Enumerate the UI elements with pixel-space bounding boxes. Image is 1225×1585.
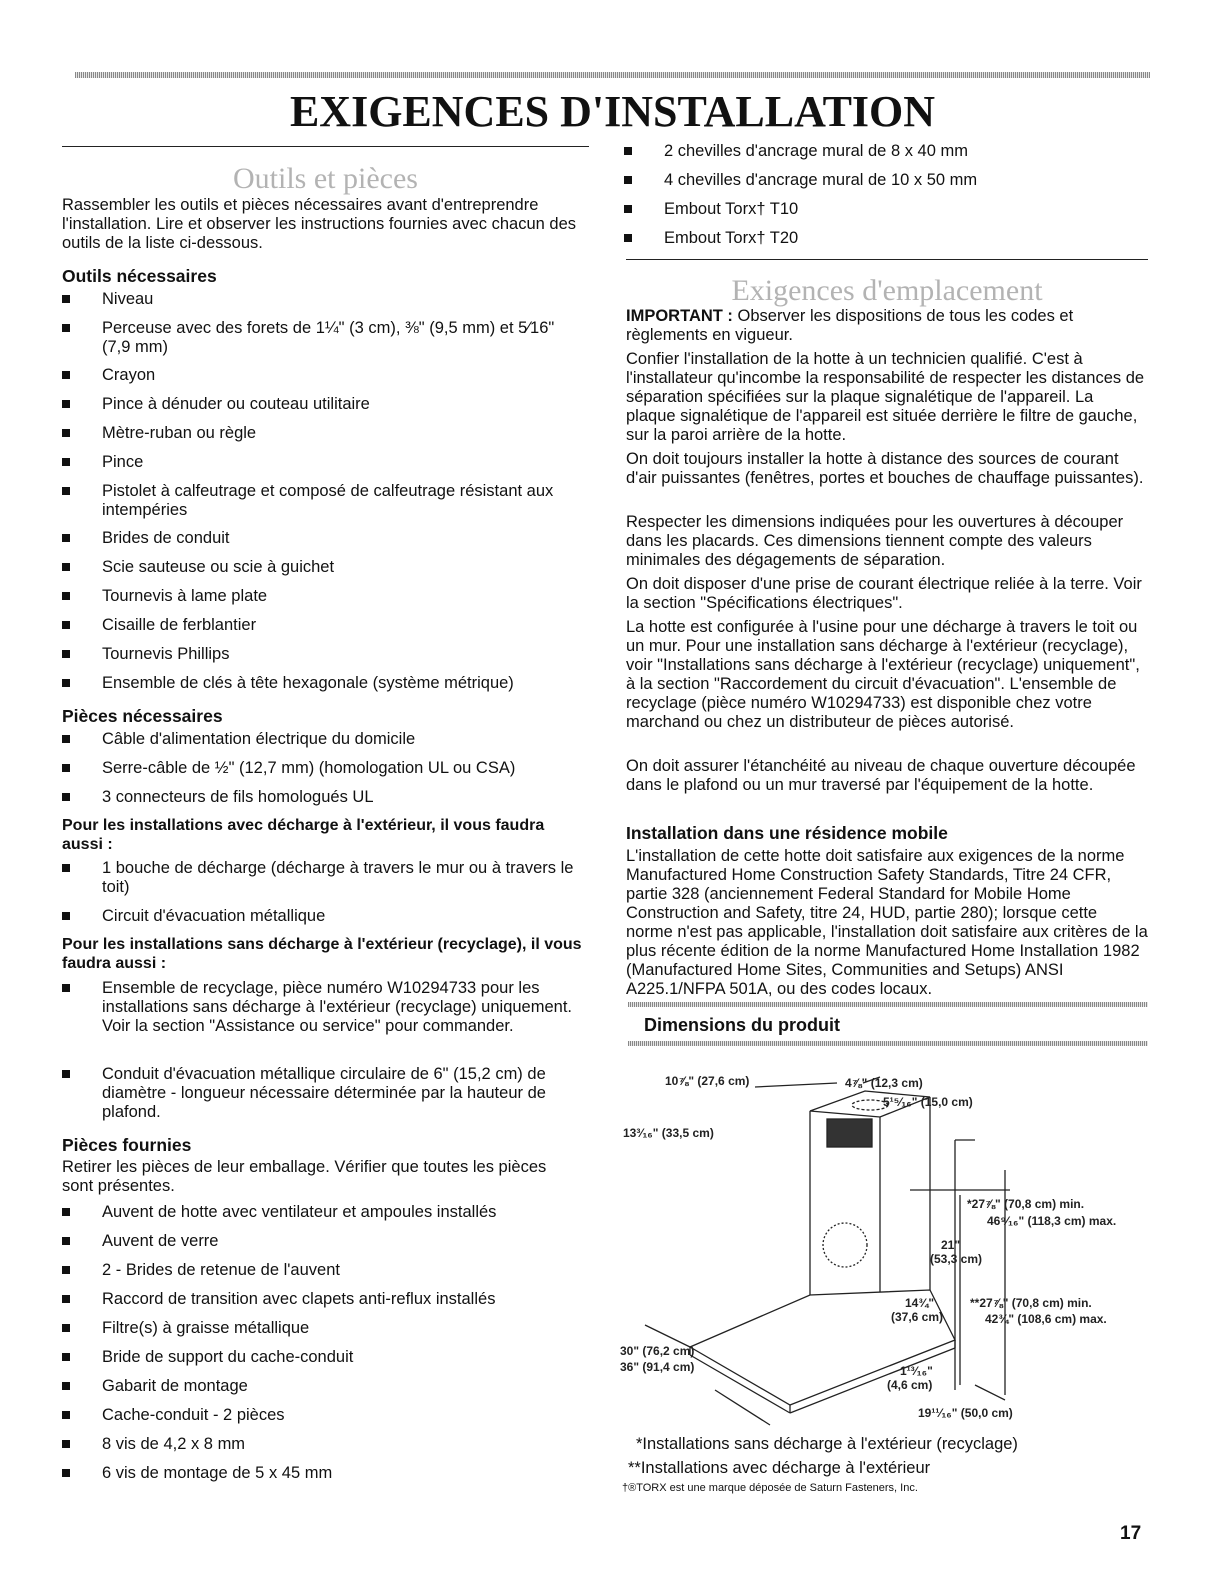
section-title-tools: Outils et pièces <box>233 162 418 195</box>
recirc-heading: Pour les installations sans décharge à l'extérieur (recyclage), il vous faudra aussi : <box>62 936 582 972</box>
list-item: 2 chevilles d'ancrage mural de 8 x 40 mm <box>624 142 1164 161</box>
dim-label: 19¹¹⁄₁₆" (50,0 cm) <box>918 1406 1013 1420</box>
paragraph: On doit disposer d'une prise de courant électrique reliée à la terre. Voir la section "Spécifications électriques". <box>626 575 1142 612</box>
list-item: 8 vis de 4,2 x 8 mm <box>62 1435 602 1454</box>
important-note <box>626 307 1146 345</box>
list-item: Pince à dénuder ou couteau utilitaire <box>62 395 592 414</box>
list-item: Filtre(s) à graisse métallique <box>62 1319 602 1338</box>
top-pattern-bar <box>75 72 1150 78</box>
important-label: IMPORTANT : <box>626 307 733 325</box>
list-item: Niveau <box>62 290 592 309</box>
footnote-vented: **Installations avec décharge à l'extérieur <box>628 1459 931 1477</box>
list-item: Scie sauteuse ou scie à guichet <box>62 558 592 577</box>
vented-heading: Pour les installations avec décharge à l'extérieur, il vous faudra aussi : <box>62 817 545 853</box>
parts-heading: Pièces nécessaires <box>62 706 223 726</box>
supplied-heading: Pièces fournies <box>62 1135 192 1155</box>
list-item: Auvent de verre <box>62 1232 602 1251</box>
list-item: Ensemble de recyclage, pièce numéro W10294733 pour les installations sans décharge à l'extérieur (recyclage) uniquement. Voir la section "Assistance ou service" pour commander. <box>62 979 582 1036</box>
important-text: Observer les dispositions de tous les codes et règlements en vigueur. <box>626 307 1074 344</box>
list-item: Raccord de transition avec clapets anti-reflux installés <box>62 1290 602 1309</box>
list-item: Tournevis à lame plate <box>62 587 592 606</box>
dim-label: 14¾" <box>905 1296 935 1310</box>
list-item: Perceuse avec des forets de 1¼" (3 cm), ⅜" (9,5 mm) et 5⁄16" (7,9 mm) <box>62 319 572 357</box>
dim-label: 5¹⁵⁄₁₆" (15,0 cm) <box>883 1095 973 1109</box>
dim-label: (4,6 cm) <box>887 1378 933 1392</box>
mobile-text: L'installation de cette hotte doit satisfaire aux exigences de la norme Manufactured Home Construction Safety Standards, Titre 24 CFR, partie 328 (anciennement Federal Standard for Mobile Home Construction and Safety, titre 24, HUD, partie 280); lorsque cette norme n'est pas applicable, l'installation doit satisfaire aux critères de la plus récente édition de la norme Manufactured Home Installation 1982 (Manufactured Home Sites, Communities and Setups) ANSI A225.1/NFPA 501A, ou des codes locaux. <box>626 847 1148 998</box>
paragraph: La hotte est configurée à l'usine pour une décharge à travers le toit ou un mur. Pour une installation sans décharge à l'extérieur (recyclage), voir "Installations sans décharge à l'extérieur (recyclage) uniquement", à la section "Raccordement du circuit d'évacuation". L'ensemble de recyclage (pièce numéro W10294733) est disponible chez votre marchand ou chez un distributeur de pièces autorisé. <box>626 618 1140 731</box>
section-title-location: Exigences d'emplacement <box>731 274 1043 307</box>
list-item: 2 - Brides de retenue de l'auvent <box>62 1261 602 1280</box>
dim-label: 42¾" (108,6 cm) max. <box>985 1312 1107 1326</box>
list-item: Pistolet à calfeutrage et composé de calfeutrage résistant aux intempéries <box>62 482 577 520</box>
dim-label: 13³⁄₁₆" (33,5 cm) <box>623 1126 714 1140</box>
list-item: Circuit d'évacuation métallique <box>62 907 592 926</box>
list-item: Auvent de hotte avec ventilateur et ampoules installés <box>62 1203 602 1222</box>
list-item: Conduit d'évacuation métallique circulaire de 6" (15,2 cm) de diamètre - longueur nécessaire déterminée par la hauteur de plafond. <box>62 1065 592 1122</box>
list-item: Bride de support du cache-conduit <box>62 1348 602 1367</box>
dim-label: 10⅞" (27,6 cm) <box>665 1074 750 1088</box>
footnote-recirc: *Installations sans décharge à l'extérieur (recyclage) <box>636 1435 1018 1453</box>
page-number: 17 <box>1120 1523 1142 1544</box>
left-section-rule <box>62 146 589 147</box>
list-item: Serre-câble de ½" (12,7 mm) (homologation UL ou CSA) <box>62 759 602 778</box>
paragraph: Confier l'installation de la hotte à un technicien qualifié. C'est à l'installateur qu'incombe la responsabilité de respecter les distances de séparation spécifiées sur la plaque signalétique de l'appareil. La plaque signalétique de l'appareil est située derrière le filtre de gauche, sur la paroi arrière de la hotte. <box>626 350 1145 444</box>
supplied-intro: Retirer les pièces de leur emballage. Vérifier que toutes les pièces sont présentes. <box>62 1158 547 1195</box>
list-item: Ensemble de clés à tête hexagonale (système métrique) <box>62 674 602 693</box>
hood-dimension-diagram <box>615 1055 1155 1430</box>
tools-heading: Outils nécessaires <box>62 266 217 286</box>
list-item: Cache-conduit - 2 pièces <box>62 1406 602 1425</box>
list-item: Tournevis Phillips <box>62 645 592 664</box>
dim-label: (53,3 cm) <box>930 1252 983 1266</box>
dim-label: 1¹³⁄₁₆" <box>900 1364 933 1378</box>
tools-intro: Rassembler les outils et pièces nécessaires avant d'entreprendre l'installation. Lire et observer les instructions fournies avec chacun des outils de la liste ci-dessous. <box>62 196 576 252</box>
list-item: Cisaille de ferblantier <box>62 616 592 635</box>
dim-label: **27⅞" (70,8 cm) min. <box>970 1296 1092 1310</box>
paragraph: On doit assurer l'étanchéité au niveau de chaque ouverture découpée dans le plafond ou un mur traversé par l'équipement de la hotte. <box>626 757 1136 794</box>
list-item: 6 vis de montage de 5 x 45 mm <box>62 1464 602 1483</box>
list-item: Gabarit de montage <box>62 1377 602 1396</box>
page-title: EXIGENCES D'INSTALLATION <box>289 87 936 136</box>
list-item: Mètre-ruban ou règle <box>62 424 592 443</box>
dimensions-heading: Dimensions du produit <box>644 1015 840 1035</box>
dimensions-header <box>628 1002 1148 1046</box>
dim-label: 46⁹⁄₁₆" (118,3 cm) max. <box>987 1214 1117 1228</box>
dim-label: 21" <box>941 1238 961 1252</box>
list-item: Pince <box>62 453 592 472</box>
list-item: Crayon <box>62 366 592 385</box>
dim-label: (37,6 cm) <box>891 1310 944 1324</box>
dimensions-bar-top <box>628 1002 1148 1007</box>
list-item: Câble d'alimentation électrique du domicile <box>62 730 592 749</box>
list-item: Brides de conduit <box>62 529 592 548</box>
paragraph: On doit toujours installer la hotte à distance des sources de courant d'air puissantes (fenêtres, portes et bouches de chauffage puissantes). <box>626 450 1144 487</box>
right-section-rule <box>626 259 1148 260</box>
dim-label: 4⅞" (12,3 cm) <box>845 1076 923 1090</box>
list-item: Embout Torx† T10 <box>624 200 1164 219</box>
dim-label: 30" (76,2 cm) <box>620 1344 695 1358</box>
trademark-note: †®TORX est une marque déposée de Saturn Fasteners, Inc. <box>622 1482 918 1494</box>
list-item: 4 chevilles d'ancrage mural de 10 x 50 mm <box>624 171 1164 190</box>
mobile-heading: Installation dans une résidence mobile <box>626 823 948 843</box>
dimensions-bar-bottom <box>628 1041 1148 1046</box>
paragraph: Respecter les dimensions indiquées pour les ouvertures à découper dans les placards. Ces dimensions tiennent compte des valeurs minimales des dégagements de séparation. <box>626 513 1124 569</box>
list-item: 3 connecteurs de fils homologués UL <box>62 788 592 807</box>
dim-label: 36" (91,4 cm) <box>620 1360 695 1374</box>
dim-label: *27⅞" (70,8 cm) min. <box>967 1197 1085 1211</box>
list-item: 1 bouche de décharge (décharge à travers le mur ou à travers le toit) <box>62 859 592 897</box>
list-item: Embout Torx† T20 <box>624 229 1164 248</box>
